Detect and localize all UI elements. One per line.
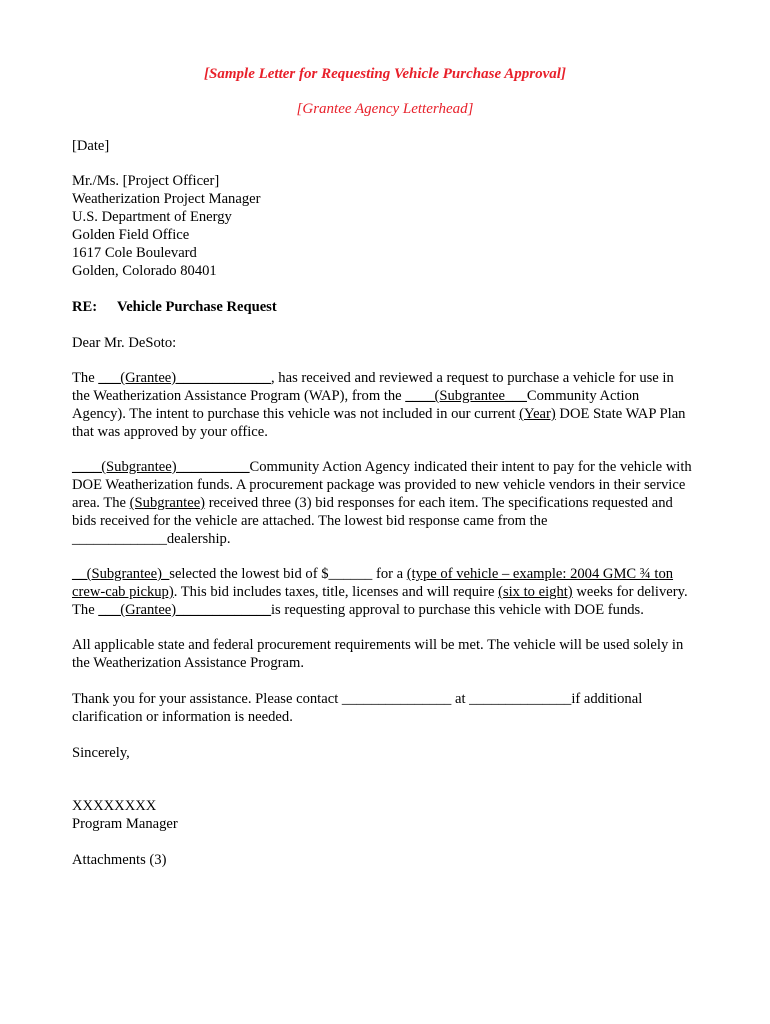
closing — [72, 744, 722, 762]
address-line-1: Mr./Ms. [Project Officer] — [72, 173, 220, 189]
attachments-text: Attachments (3) — [72, 852, 167, 868]
p4-text-b: the Weatherization Assistance Program. — [72, 655, 304, 671]
subgrantee-placeholder: __(Subgrantee)_ — [72, 566, 170, 582]
attachments — [72, 851, 722, 869]
subgrantee-placeholder: ____(Subgrantee___ — [405, 388, 527, 404]
subgrantee-placeholder: (Subgrantee) — [129, 495, 206, 511]
address-line-4: Golden Field Office — [72, 227, 190, 243]
signer-name: XXXXXXXX — [72, 798, 157, 814]
p2-text-e: bids received for the vehicle are attached. The lowest bid response came from the — [72, 513, 548, 529]
p2-text-b: DOE Weatherization funds. A procurement package was provided to new vehicle vendors in their service — [72, 477, 686, 493]
recipient-address — [72, 172, 722, 280]
salutation-text: Dear Mr. DeSoto: — [72, 335, 177, 351]
paragraph-4 — [72, 636, 722, 672]
year-placeholder: (Year) — [519, 406, 556, 422]
paragraph-2 — [72, 458, 722, 548]
salutation — [72, 334, 722, 352]
weeks-placeholder: (six to eight) — [498, 584, 573, 600]
vehicle-type-placeholder-cont: crew-cab pickup) — [72, 584, 174, 600]
grantee-placeholder: ___(Grantee)_____________ — [98, 370, 271, 386]
p3-text-c: weeks for delivery. — [572, 584, 688, 600]
paragraph-3 — [72, 565, 722, 619]
paragraph-1 — [72, 369, 722, 441]
p1-text-a: The — [72, 370, 99, 386]
p2-text-d: received three (3) bid responses for each item. The specifications requested and — [205, 495, 673, 511]
subject-label: RE: — [72, 299, 98, 315]
subgrantee-placeholder: ____(Subgrantee)__________ — [72, 459, 250, 475]
subject-text: Vehicle Purchase Request — [117, 299, 277, 315]
vehicle-type-placeholder: (type of vehicle – example: 2004 GMC ¾ ton — [406, 566, 674, 582]
address-line-2: Weatherization Project Manager — [72, 191, 261, 207]
address-line-3: U.S. Department of Energy — [72, 209, 232, 225]
letterhead-placeholder: [Grantee Agency Letterhead] — [296, 101, 474, 117]
p1-text-e: Agency). The intent to purchase this vehicle was not included in our current — [72, 406, 520, 422]
grantee-placeholder: ___(Grantee)_____________ — [98, 602, 271, 618]
p2-text-c: area. The — [72, 495, 130, 511]
address-line-6: Golden, Colorado 80401 — [72, 263, 217, 279]
p4-text-a: All applicable state and federal procurement requirements will be met. The vehicle will be used solely in — [72, 637, 684, 653]
closing-text: Sincerely, — [72, 745, 130, 761]
p1-text-c: the Weatherization Assistance Program (WAP), from the — [72, 388, 406, 404]
p5-text-b: clarification or information is needed. — [72, 709, 293, 725]
dealership-blank: _____________dealership. — [72, 531, 231, 547]
p3-text-b: . This bid includes taxes, title, licenses and will require — [173, 584, 499, 600]
paragraph-5 — [72, 690, 722, 726]
date-line — [72, 137, 722, 155]
p1-text-f: DOE State WAP Plan — [555, 406, 686, 422]
p3-text-e: is requesting approval to purchase this vehicle with DOE funds. — [271, 602, 644, 618]
signature-block — [72, 797, 722, 833]
p2-text-a: Community Action Agency indicated their intent to pay for the vehicle with — [249, 459, 692, 475]
signer-title: Program Manager — [72, 816, 178, 832]
p1-text-g: that was approved by your office. — [72, 424, 268, 440]
subject-line — [72, 298, 722, 316]
address-line-5: 1617 Cole Boulevard — [72, 245, 197, 261]
letter-title: [Sample Letter for Requesting Vehicle Purchase Approval] — [204, 66, 566, 82]
p3-text-d: The — [72, 602, 99, 618]
date-text: [Date] — [72, 138, 110, 154]
p5-text-a: Thank you for your assistance. Please contact _______________ at ______________if additional — [72, 691, 643, 707]
p1-text-b: , has received and reviewed a request to purchase a vehicle for use in — [271, 370, 674, 386]
p3-text-a: selected the lowest bid of $______ for a — [169, 566, 407, 582]
p1-text-d: Community Action — [526, 388, 640, 404]
